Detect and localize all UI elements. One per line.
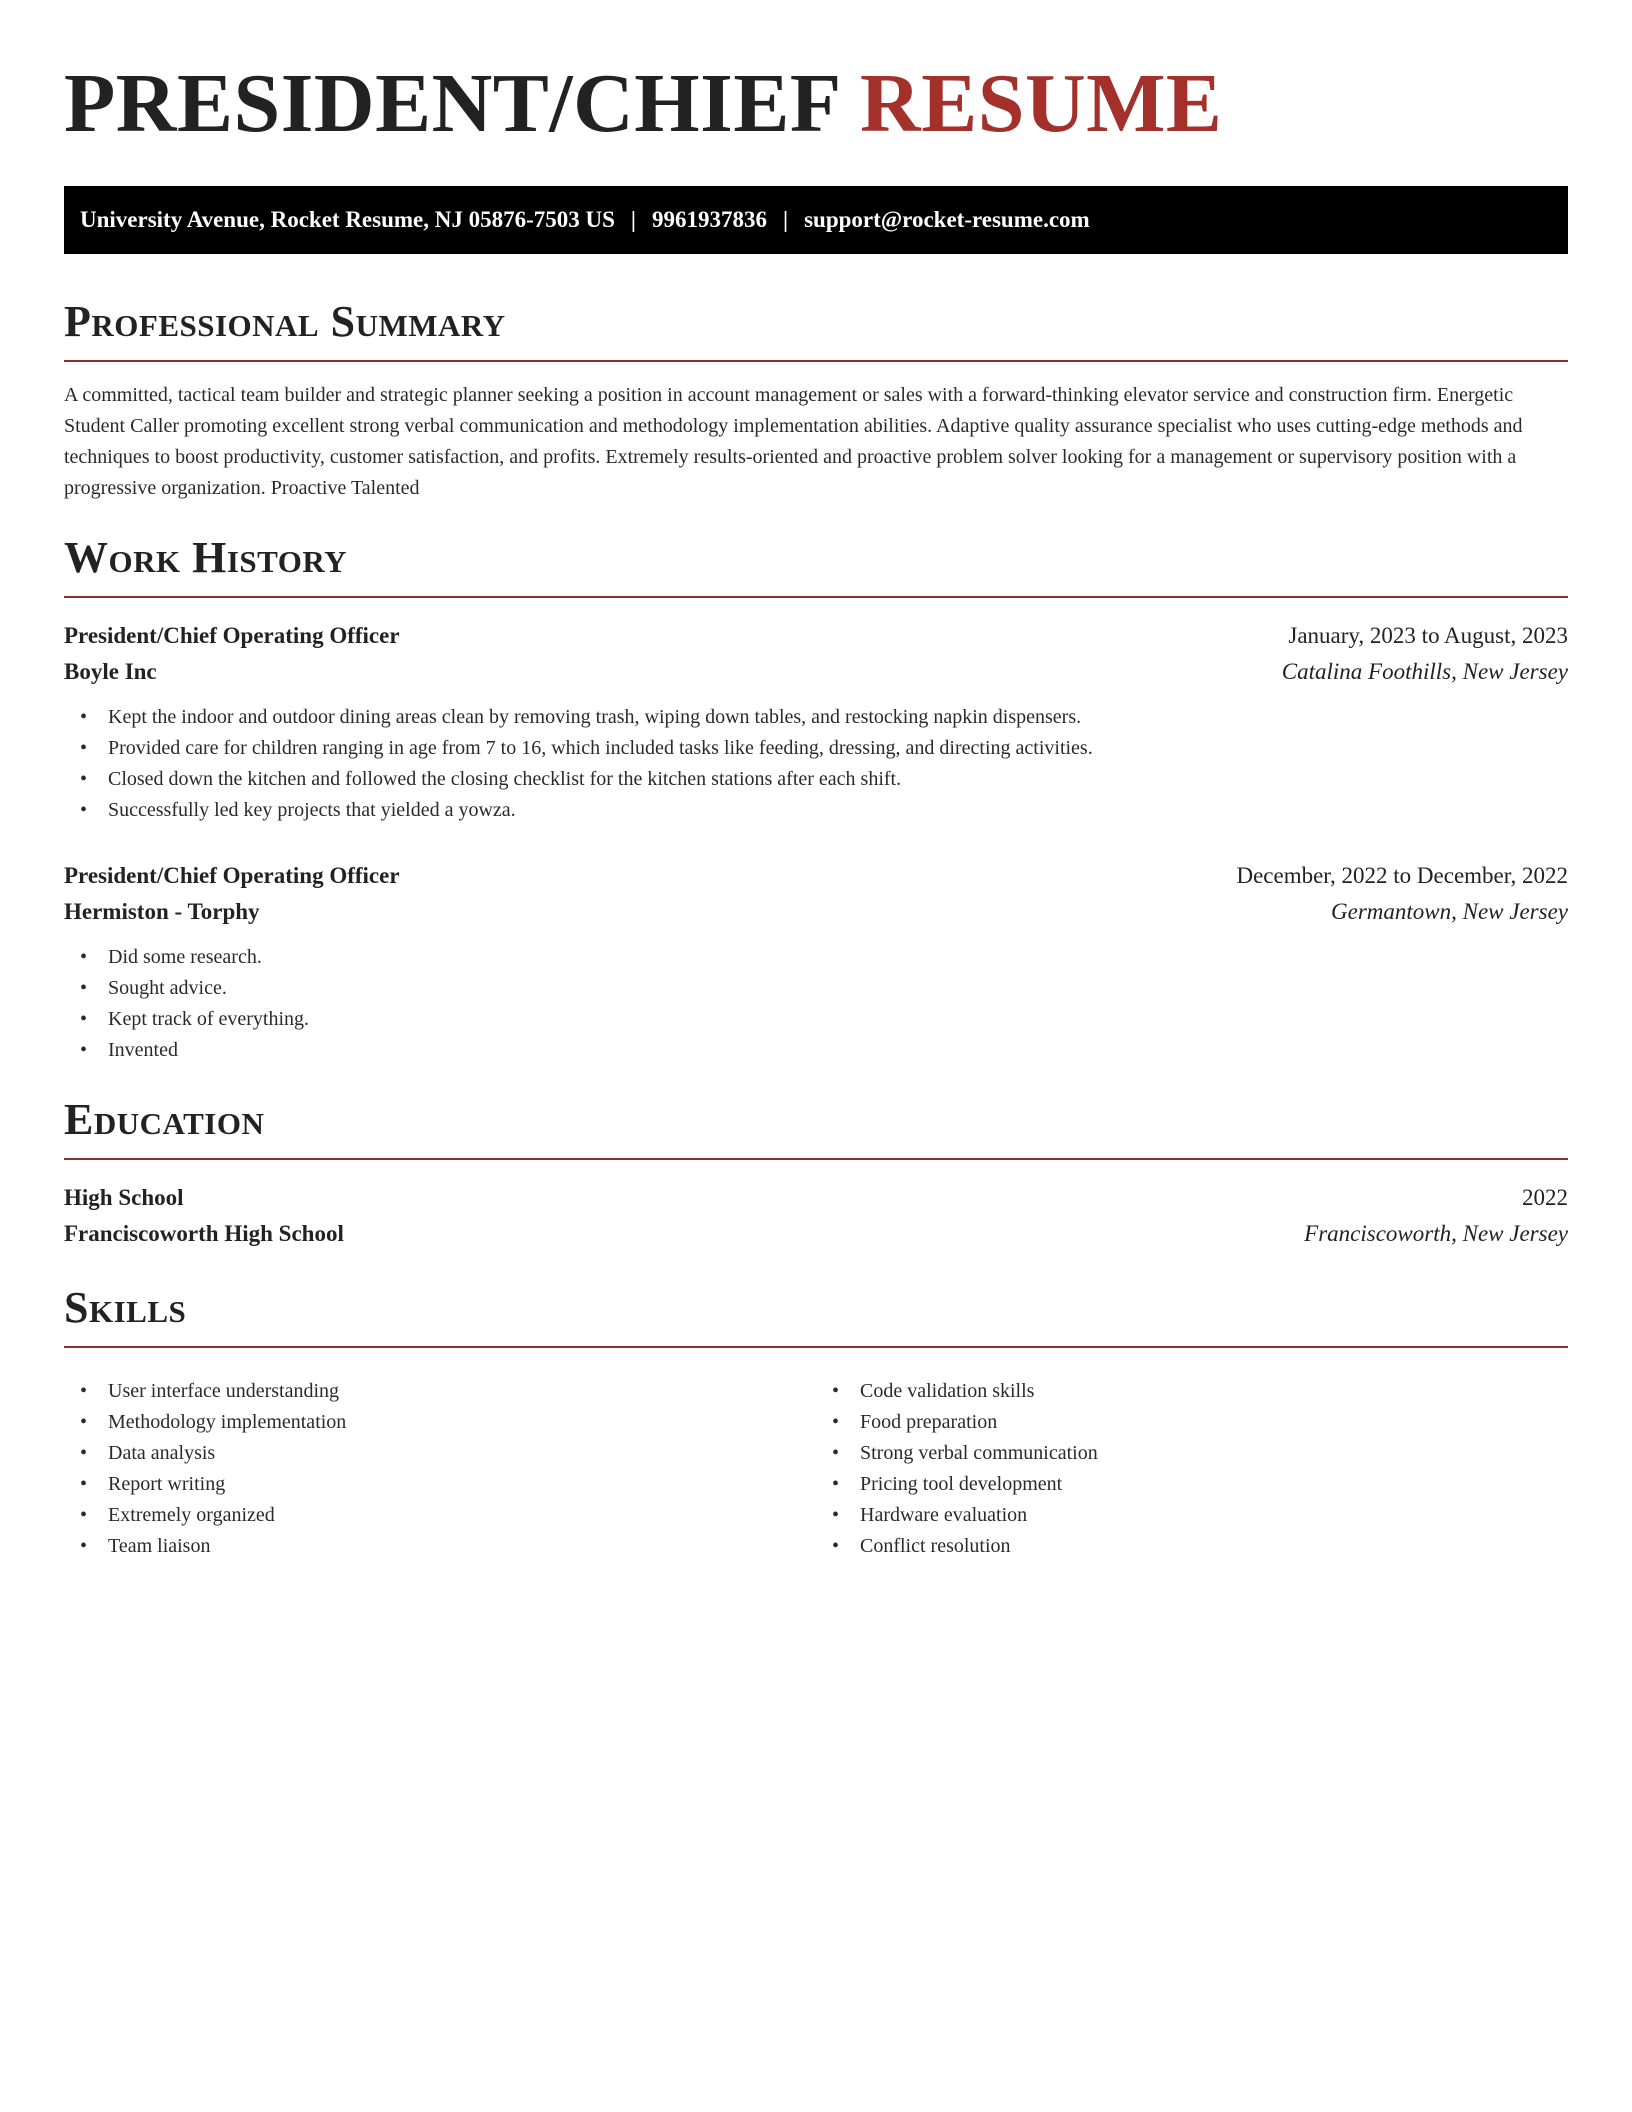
title-accent: RESUME (860, 57, 1223, 150)
section-divider (64, 596, 1568, 598)
job-bullet: • Did some research. (64, 942, 1568, 973)
job-location: Catalina Foothills, New Jersey (1281, 659, 1568, 684)
job-company: Hermiston - Torphy (64, 899, 260, 924)
resume-title (64, 56, 1568, 152)
contact-separator: | (783, 207, 789, 232)
job-dates: December, 2022 to December, 2022 (1236, 863, 1568, 888)
contact-separator: | (630, 207, 636, 232)
summary-section (64, 296, 1568, 504)
job-company: Boyle Inc (64, 659, 157, 684)
contact-bar (64, 186, 1568, 254)
education-year: 2022 (1522, 1185, 1568, 1210)
job-entry (64, 618, 1568, 826)
skill-item: • Code validation skills (816, 1376, 1568, 1407)
job-entry (64, 858, 1568, 1066)
education-location: Franciscoworth, New Jersey (1304, 1221, 1568, 1246)
job-dates: January, 2023 to August, 2023 (1288, 623, 1568, 648)
skill-item: • Strong verbal communication (816, 1438, 1568, 1469)
skill-item: • Conflict resolution (816, 1531, 1568, 1562)
skill-item: • Report writing (64, 1469, 816, 1500)
skills-columns (64, 1364, 1568, 1562)
job-title: President/Chief Operating Officer (64, 863, 400, 888)
skill-item: • User interface understanding (64, 1376, 816, 1407)
job-bullet: • Successfully led key projects that yielded a yowza. (64, 795, 1568, 826)
title-main: PRESIDENT/CHIEF (64, 57, 839, 150)
job-bullet: • Sought advice. (64, 973, 1568, 1004)
contact-email: support@rocket-resume.com (804, 207, 1090, 232)
job-bullet: • Kept the indoor and outdoor dining areas clean by removing trash, wiping down tables, and restocking napkin dispensers. (64, 702, 1568, 733)
section-divider (64, 1346, 1568, 1348)
job-location: Germantown, New Jersey (1331, 899, 1568, 924)
section-divider (64, 360, 1568, 362)
skills-list-right (816, 1376, 1568, 1562)
job-title: President/Chief Operating Officer (64, 623, 400, 648)
job-bullet: • Provided care for children ranging in age from 7 to 16, which included tasks like feeding, dressing, and directing activities. (64, 733, 1568, 764)
section-heading-skills: Skills (64, 1283, 187, 1332)
section-divider (64, 1158, 1568, 1160)
job-bullets (64, 942, 1568, 1066)
education-degree: High School (64, 1185, 184, 1210)
skill-item: • Extremely organized (64, 1500, 816, 1531)
job-bullets (64, 702, 1568, 826)
education-section (64, 1094, 1568, 1252)
section-heading-work: Work History (64, 533, 348, 582)
job-bullet: • Closed down the kitchen and followed the closing checklist for the kitchen stations after each shift. (64, 764, 1568, 795)
skills-section (64, 1282, 1568, 1562)
skill-item: • Methodology implementation (64, 1407, 816, 1438)
job-bullet: • Invented (64, 1035, 1568, 1066)
skill-item: • Hardware evaluation (816, 1500, 1568, 1531)
skill-item: • Food preparation (816, 1407, 1568, 1438)
contact-phone: 9961937836 (652, 207, 767, 232)
section-heading-summary: Professional Summary (64, 297, 506, 346)
skill-item: • Team liaison (64, 1531, 816, 1562)
job-bullet: • Kept track of everything. (64, 1004, 1568, 1035)
section-heading-education: Education (64, 1095, 265, 1144)
skills-list-left (64, 1376, 816, 1562)
contact-address: University Avenue, Rocket Resume, NJ 05876-7503 US (80, 207, 615, 232)
education-school: Franciscoworth High School (64, 1221, 344, 1246)
skill-item: • Pricing tool development (816, 1469, 1568, 1500)
education-entry (64, 1180, 1568, 1252)
summary-text: A committed, tactical team builder and strategic planner seeking a position in account management or sales with a forward-thinking elevator service and construction firm. Energetic Student Caller promoting excellent strong verbal communication and methodology implementation abilities. Adaptive quality assurance specialist who uses cutting-edge methods and techniques to boost productivity, customer satisfaction, and profits. Extremely results-oriented and proactive problem solver looking for a management or supervisory position with a progressive organization. Proactive Talented (64, 384, 1523, 499)
skill-item: • Data analysis (64, 1438, 816, 1469)
work-history-section (64, 532, 1568, 1066)
